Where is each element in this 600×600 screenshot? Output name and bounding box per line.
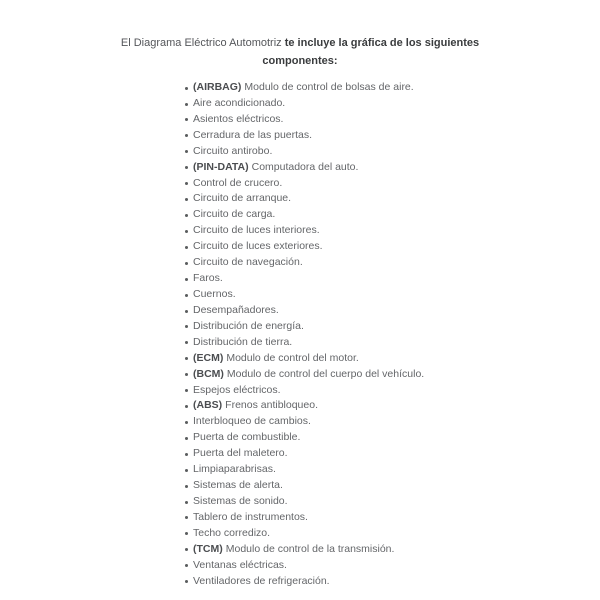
- component-name: Puerta del maletero.: [193, 447, 288, 460]
- list-item: [193, 383, 424, 399]
- bullet-icon: [185, 341, 188, 344]
- list-item: [193, 414, 424, 430]
- list-item: [193, 207, 424, 223]
- page-title-bold-line2: componentes:: [262, 55, 338, 67]
- bullet-icon: [185, 405, 188, 408]
- component-name: Circuito de luces interiores.: [193, 224, 320, 237]
- component-name: Aire acondicionado.: [193, 96, 286, 109]
- component-name: Cuernos.: [193, 287, 236, 300]
- component-name: Tablero de instrumentos.: [193, 510, 308, 523]
- bullet-icon: [185, 294, 188, 297]
- component-name: Circuito de navegación.: [193, 256, 303, 269]
- bullet-icon: [185, 214, 188, 217]
- list-item: [193, 446, 424, 462]
- list-item: [193, 160, 424, 176]
- component-name: Modulo de control del motor.: [226, 351, 359, 364]
- component-name: Interbloqueo de cambios.: [193, 415, 311, 428]
- page-title-regular: El Diagrama Eléctrico Automotriz: [120, 37, 282, 49]
- bullet-icon: [185, 262, 188, 265]
- component-name: Asientos eléctricos.: [193, 112, 284, 125]
- list-item: [193, 112, 424, 128]
- component-name: Cerradura de las puertas.: [193, 128, 313, 141]
- component-name: Distribución de tierra.: [193, 335, 293, 348]
- component-name: Modulo de control de la transmisión.: [225, 542, 395, 555]
- component-name: Circuito de carga.: [193, 208, 276, 221]
- component-code: (AIRBAG): [193, 81, 242, 93]
- component-name: Circuito de arranque.: [193, 192, 292, 205]
- list-item: [193, 574, 424, 590]
- component-name: Modulo de control de bolsas de aire.: [244, 81, 414, 93]
- bullet-icon: [185, 548, 188, 551]
- component-code: (ABS): [193, 399, 223, 412]
- bullet-icon: [185, 150, 188, 153]
- component-name: Circuito de luces exteriores.: [193, 240, 323, 253]
- bullet-icon: [185, 230, 188, 233]
- bullet-icon: [185, 103, 188, 106]
- bullet-icon: [185, 278, 188, 281]
- list-item: [193, 96, 424, 112]
- component-name: Sistemas de alerta.: [193, 479, 283, 492]
- list-item: [193, 80, 424, 96]
- bullet-icon: [185, 421, 188, 424]
- list-item: [193, 287, 424, 303]
- list-item: [193, 351, 424, 367]
- bullet-icon: [185, 310, 188, 313]
- component-name: Techo corredizo.: [193, 526, 271, 539]
- bullet-icon: [185, 516, 188, 519]
- bullet-icon: [185, 87, 188, 90]
- bullet-icon: [185, 564, 188, 567]
- list-item: [193, 335, 424, 351]
- bullet-icon: [185, 453, 188, 456]
- component-name: Computadora del auto.: [251, 160, 359, 173]
- component-code: (ECM): [193, 351, 224, 364]
- list-item: [193, 558, 424, 574]
- component-code: (PIN-DATA): [193, 160, 249, 173]
- list-item: [193, 239, 424, 255]
- list-item: [193, 526, 424, 542]
- bullet-icon: [185, 357, 188, 360]
- list-item: [193, 191, 424, 207]
- bullet-icon: [185, 134, 188, 137]
- bullet-icon: [185, 389, 188, 392]
- bullet-icon: [185, 325, 188, 328]
- component-name: Distribución de energía.: [193, 319, 304, 332]
- component-name: Limpiaparabrisas.: [193, 463, 276, 476]
- components-list: [193, 80, 424, 590]
- list-item: [193, 494, 424, 510]
- page-title: [0, 34, 600, 70]
- bullet-icon: [185, 580, 188, 583]
- list-item: [193, 542, 424, 558]
- bullet-icon: [185, 501, 188, 504]
- list-item: [193, 430, 424, 446]
- list-item: [193, 255, 424, 271]
- component-name: Espejos eléctricos.: [193, 383, 281, 396]
- component-code: (TCM): [193, 542, 223, 555]
- component-name: Sistemas de sonido.: [193, 494, 288, 507]
- list-item: [193, 398, 424, 414]
- component-name: Circuito antirobo.: [193, 144, 273, 157]
- list-item: [193, 223, 424, 239]
- list-item: [193, 176, 424, 192]
- list-item: [193, 367, 424, 383]
- bullet-icon: [185, 532, 188, 535]
- component-name: Modulo de control del cuerpo del vehículo.: [226, 367, 425, 380]
- bullet-icon: [185, 437, 188, 440]
- list-item: [193, 510, 424, 526]
- list-item: [193, 271, 424, 287]
- bullet-icon: [185, 469, 188, 472]
- component-code: (BCM): [193, 367, 224, 380]
- component-name: Desempañadores.: [193, 303, 279, 316]
- list-item: [193, 128, 424, 144]
- component-name: Frenos antibloqueo.: [225, 399, 318, 412]
- component-name: Ventiladores de refrigeración.: [193, 574, 330, 587]
- bullet-icon: [185, 373, 188, 376]
- page-title-bold-line1: te incluye la gráfica de los siguientes: [284, 37, 480, 49]
- list-item: [193, 462, 424, 478]
- bullet-icon: [185, 485, 188, 488]
- list-item: [193, 478, 424, 494]
- list-item: [193, 144, 424, 160]
- component-name: Control de crucero.: [193, 176, 283, 189]
- component-name: Faros.: [193, 272, 223, 285]
- component-name: Puerta de combustible.: [193, 431, 301, 444]
- list-item: [193, 303, 424, 319]
- bullet-icon: [185, 182, 188, 185]
- bullet-icon: [185, 246, 188, 249]
- bullet-icon: [185, 166, 188, 169]
- list-item: [193, 319, 424, 335]
- bullet-icon: [185, 118, 188, 121]
- component-name: Ventanas eléctricas.: [193, 558, 287, 571]
- bullet-icon: [185, 198, 188, 201]
